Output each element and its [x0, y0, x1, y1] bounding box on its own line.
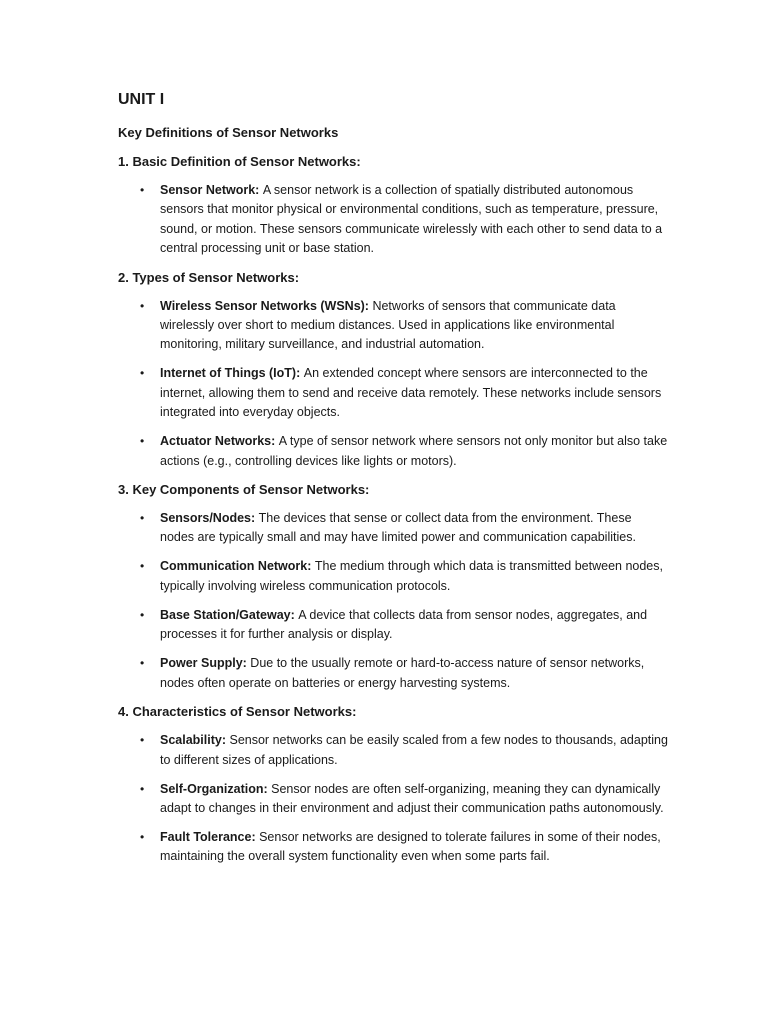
bullet-icon: • — [140, 511, 145, 526]
item-term: Fault Tolerance: — [160, 829, 260, 844]
item-text: Due to the usually remote or hard-to-access nature of sensor networks, nodes often operate on batteries or energy harvesting systems. — [160, 656, 645, 690]
item-text: Sensor networks are designed to tolerate failures in some of their nodes, maintaining the overall system functionality even when some parts fail. — [160, 829, 661, 864]
definition-list — [118, 181, 668, 259]
item-term: Internet of Things (IoT): — [160, 366, 304, 381]
section-heading: 3. Key Components of Sensor Networks: — [118, 482, 370, 498]
bullet-icon: • — [140, 298, 145, 313]
section-heading: 1. Basic Definition of Sensor Networks: — [118, 154, 361, 169]
definition-list — [118, 509, 668, 693]
list-item — [118, 297, 668, 355]
item-text: Networks of sensors that communicate data wirelessly over short to medium distances. Used in applications like environmental monitoring, military surveillance, and industrial automation. — [160, 298, 616, 352]
definition-list — [118, 297, 668, 471]
item-term: Power Supply: — [160, 656, 251, 671]
item-text: Sensor networks can be easily scaled from a few nodes to thousands, adapting to different sizes of applications. — [160, 733, 668, 767]
item-text: The devices that sense or collect data from the environment. These nodes are typically small and may have limited power and communication capabilities. — [160, 511, 636, 545]
item-text: A type of sensor network where sensors not only monitor but also take actions (e.g., controlling devices like lights or motors). — [160, 434, 668, 468]
bullet-icon: • — [140, 733, 145, 748]
bullet-icon: • — [140, 559, 145, 574]
list-item — [118, 780, 668, 819]
item-term: Sensor Network: — [160, 183, 263, 197]
item-text: Sensor nodes are often self-organizing, meaning they can dynamically adapt to changes in their environment and adjust their communication paths autonomously. — [160, 781, 664, 815]
list-item — [118, 606, 668, 645]
list-item — [118, 364, 668, 422]
definition-list — [118, 731, 668, 867]
list-item — [118, 654, 668, 693]
item-term: Sensors/Nodes: — [160, 511, 259, 526]
unit-title: UNIT I — [118, 91, 165, 108]
bullet-icon: • — [140, 183, 145, 197]
list-item — [118, 181, 668, 259]
list-item — [118, 731, 668, 770]
bullet-icon: • — [140, 829, 145, 844]
list-item — [118, 557, 668, 596]
item-term: Base Station/Gateway: — [160, 607, 299, 622]
item-text: An extended concept where sensors are interconnected to the internet, allowing them to send and receive data remotely. These networks include sensors integrated into everyday objects. — [160, 366, 662, 420]
list-item — [118, 432, 668, 471]
list-item — [118, 509, 668, 548]
item-text: A device that collects data from sensor nodes, aggregates, and processes it for further analysis or display. — [160, 607, 648, 642]
document-subtitle: Key Definitions of Sensor Networks — [118, 125, 339, 140]
list-item — [118, 828, 668, 867]
item-term: Communication Network: — [160, 559, 315, 574]
item-term: Wireless Sensor Networks (WSNs): — [160, 298, 373, 313]
section-heading: 4. Characteristics of Sensor Networks: — [118, 704, 357, 720]
bullet-icon: • — [140, 781, 145, 796]
bullet-icon: • — [140, 656, 145, 671]
bullet-icon: • — [140, 607, 145, 622]
bullet-icon: • — [140, 434, 145, 449]
bullet-icon: • — [140, 366, 145, 381]
item-term: Scalability: — [160, 733, 230, 748]
item-text: A sensor network is a collection of spatially distributed autonomous sensors that monitor physical or environmental conditions, such as temperature, pressure, sound, or motion. These sensors communicate wirelessly with each other to send data to a central processing unit or base station. — [160, 183, 663, 256]
section-heading: 2. Types of Sensor Networks: — [118, 269, 300, 285]
item-term: Actuator Networks: — [160, 434, 279, 449]
item-text: The medium through which data is transmitted between nodes, typically involving wireless communication protocols. — [160, 559, 663, 593]
item-term: Self-Organization: — [160, 781, 272, 796]
